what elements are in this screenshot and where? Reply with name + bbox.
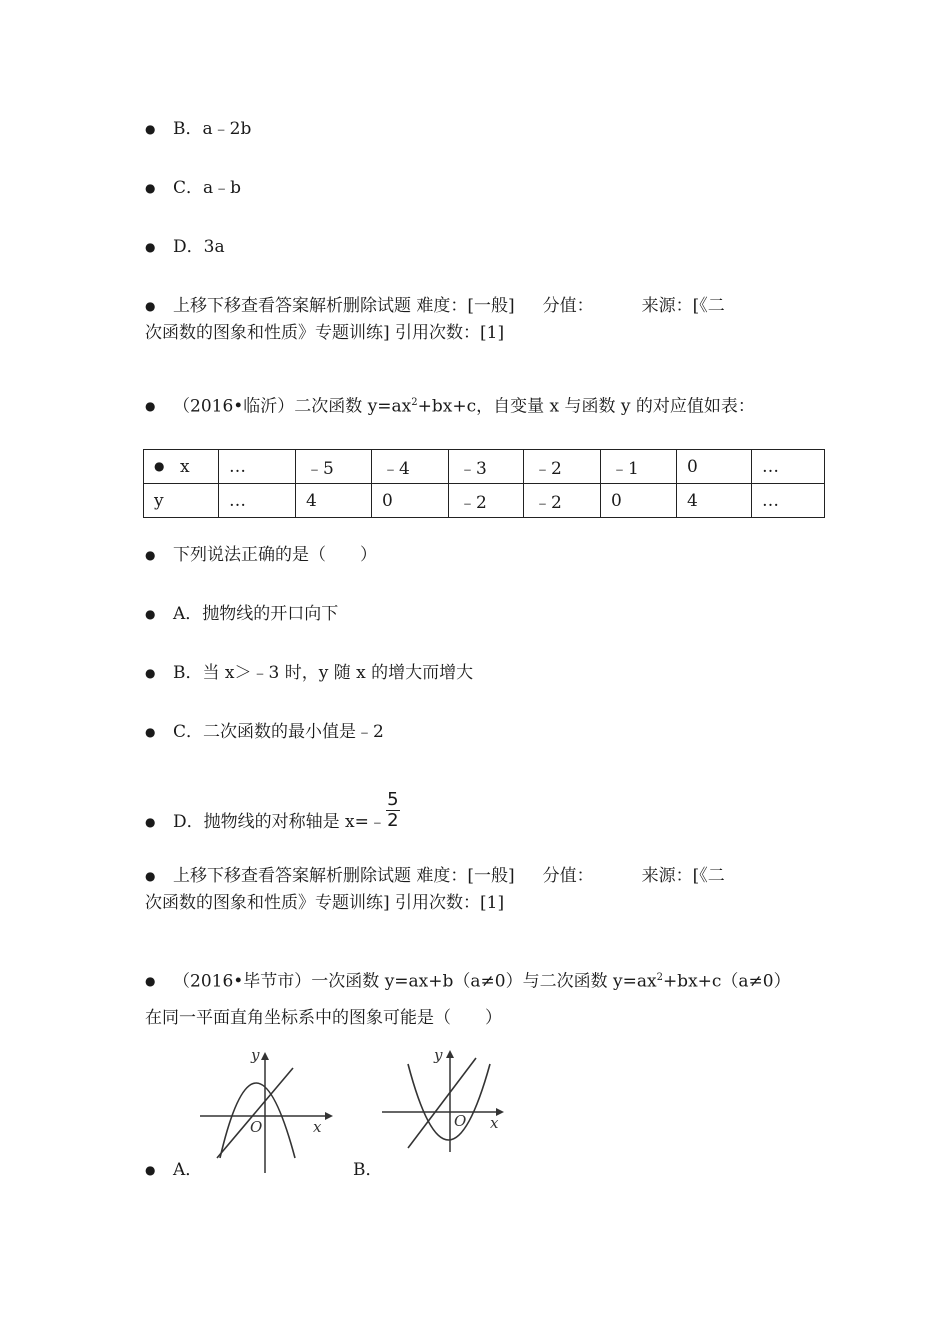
linear-line bbox=[408, 1058, 476, 1148]
fraction: $\frac{5}{2}$ bbox=[387, 789, 399, 831]
table-cell: 0 bbox=[372, 484, 449, 518]
question-actions-link[interactable]: 上移下移查看答案解析删除试题 bbox=[173, 866, 411, 886]
question-1-prompt: ● 下列说法正确的是（ ） bbox=[145, 543, 377, 568]
x-axis-label: x bbox=[313, 1118, 322, 1136]
linear-line bbox=[217, 1068, 293, 1158]
question-meta: ● 上移下移查看答案解析删除试题 难度：[一般] 分值： 来源：[《二 次函数的图象和性质》专题训练] 引用次数：[1] bbox=[145, 863, 805, 916]
option-d-top[interactable]: ● D．3a bbox=[145, 235, 225, 260]
graph-a[interactable] bbox=[195, 1048, 335, 1178]
question-2-stem: ● （2016•毕节市）一次函数 y=ax+b（a≠0）与二次函数 $y=ax^2+bx+c(a\ne 0)$ 在同一平面直角坐标系中的图象可能是（ ） bbox=[145, 960, 825, 1036]
parabola-curve bbox=[408, 1064, 490, 1140]
option-d[interactable]: ● D．抛物线的对称轴是 $x=﹣\frac{5}{2}$ bbox=[145, 789, 399, 832]
question-actions-link[interactable]: 上移下移查看答案解析删除试题 bbox=[173, 296, 411, 316]
bullet-icon: ● bbox=[145, 399, 156, 414]
option-b-graph[interactable]: B． bbox=[353, 1160, 383, 1180]
bullet-icon: ● bbox=[145, 298, 156, 313]
option-c-top[interactable]: ● C．a﹣b bbox=[145, 176, 241, 201]
bullet-icon: ● bbox=[145, 1162, 156, 1177]
table-cell: y bbox=[144, 484, 219, 518]
bullet-icon: ● bbox=[145, 239, 156, 254]
table-cell: … bbox=[752, 484, 825, 518]
x-axis-label: x bbox=[490, 1114, 499, 1132]
bullet-icon: ● bbox=[145, 547, 156, 562]
bullet-icon: ● bbox=[145, 868, 156, 883]
y-axis-label: y bbox=[251, 1048, 260, 1064]
option-c[interactable]: ● C．二次函数的最小值是﹣2 bbox=[145, 720, 384, 745]
question-meta: ● 上移下移查看答案解析删除试题 难度：[一般] 分值： 来源：[《二 次函数的图象和性质》专题训练] 引用次数：[1] bbox=[145, 293, 805, 346]
bullet-icon: ● bbox=[145, 724, 156, 739]
option-a-graph[interactable]: ● A． bbox=[145, 1158, 202, 1183]
bullet-icon: ● bbox=[145, 121, 156, 136]
table-cell: ﹣5 bbox=[296, 450, 372, 484]
bullet-icon: ● bbox=[145, 606, 156, 621]
table-cell: ﹣2 bbox=[524, 484, 601, 518]
option-b-top[interactable]: ● B．a﹣2b bbox=[145, 117, 251, 142]
table-cell: ﹣4 bbox=[372, 450, 449, 484]
bullet-icon: ● bbox=[145, 665, 156, 680]
table-row bbox=[144, 450, 825, 484]
table-cell: 0 bbox=[677, 450, 752, 484]
graph-b[interactable] bbox=[378, 1046, 508, 1156]
bullet-icon: ● bbox=[145, 974, 156, 989]
x-axis-arrow-icon bbox=[325, 1112, 333, 1120]
option-a[interactable]: ● A．抛物线的开口向下 bbox=[145, 602, 338, 627]
table-cell: 0 bbox=[601, 484, 677, 518]
table-row bbox=[144, 484, 825, 518]
table-cell: ﹣2 bbox=[524, 450, 601, 484]
table-cell: ﹣1 bbox=[601, 450, 677, 484]
value-table bbox=[143, 449, 825, 518]
table-cell: 4 bbox=[296, 484, 372, 518]
bullet-icon: ● bbox=[145, 180, 156, 195]
bullet-icon: ● bbox=[145, 814, 156, 829]
origin-label: O bbox=[454, 1112, 467, 1130]
y-axis-arrow-icon bbox=[261, 1052, 269, 1060]
y-axis-arrow-icon bbox=[446, 1050, 454, 1058]
table-cell: … bbox=[219, 450, 296, 484]
question-1-stem: ● （2016•临沂）二次函数 $y=ax^2+bx+c$，自变量 x 与函数 y 的对应值如表： bbox=[145, 391, 755, 419]
origin-label: O bbox=[250, 1118, 263, 1136]
table-cell: … bbox=[219, 484, 296, 518]
y-axis-label: y bbox=[434, 1046, 443, 1064]
table-cell: ● x bbox=[144, 450, 219, 484]
bullet-icon: ● bbox=[154, 459, 165, 473]
table-cell: ﹣2 bbox=[449, 484, 524, 518]
table-cell: 4 bbox=[677, 484, 752, 518]
table-cell: ﹣3 bbox=[449, 450, 524, 484]
table-cell: … bbox=[752, 450, 825, 484]
option-b[interactable]: ● B．当 x＞﹣3 时，y 随 x 的增大而增大 bbox=[145, 661, 473, 686]
